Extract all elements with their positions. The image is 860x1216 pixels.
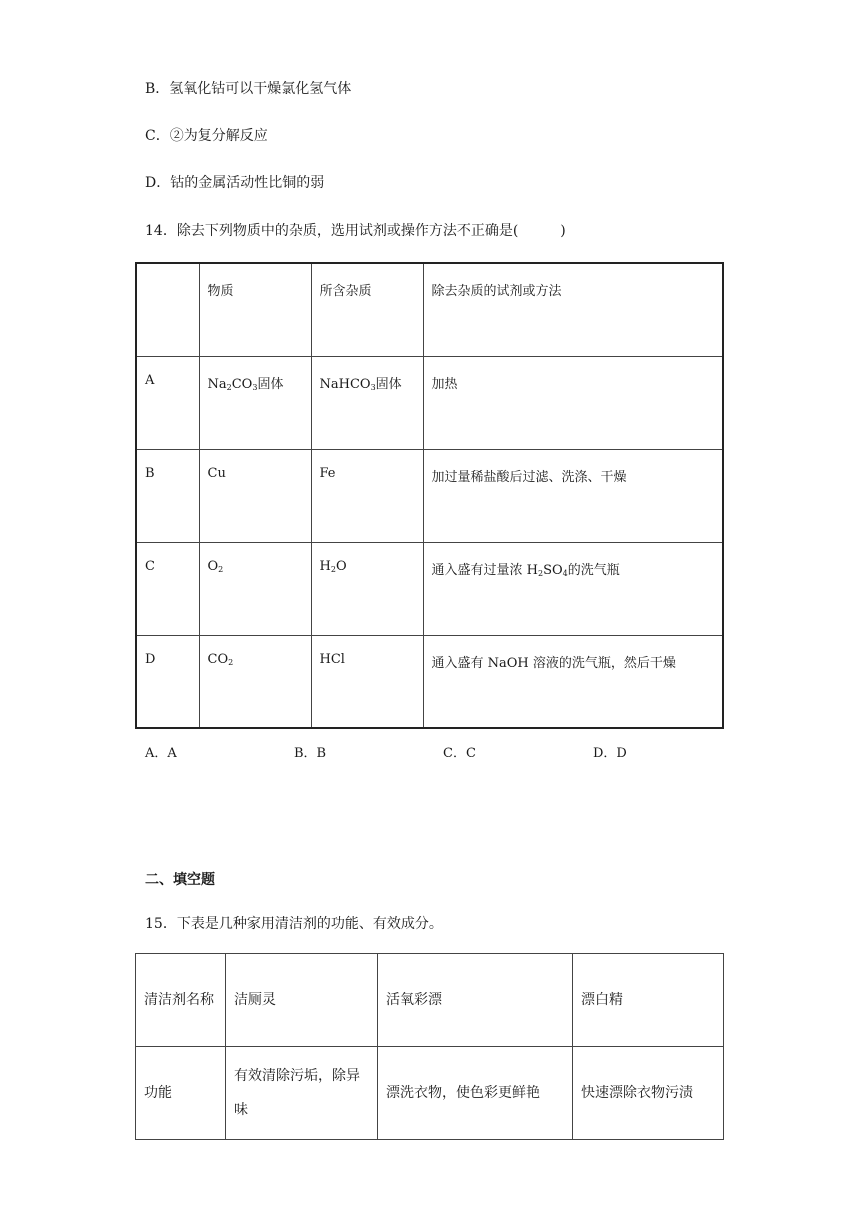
impurity-removal-table — [135, 262, 724, 729]
table-row — [136, 542, 723, 635]
method-cell: 加过量稀盐酸后过滤、洗涤、干燥 — [423, 449, 723, 542]
table-cell: 功能 — [136, 1047, 226, 1140]
impurity-cell: Fe — [311, 449, 423, 542]
table-cell: 漂白精 — [573, 954, 724, 1047]
table-row — [136, 449, 723, 542]
header-cell — [136, 263, 199, 356]
table-cell: 活氧彩漂 — [378, 954, 573, 1047]
row-label: D — [136, 635, 199, 728]
method-cell: 通入盛有过量浓 $H_2SO_4$的洗气瓶 — [423, 542, 723, 635]
table-row — [136, 356, 723, 449]
substance-cell: $Na_2CO_3$固体 — [199, 356, 311, 449]
substance-cell: $CO_2$ — [199, 635, 311, 728]
impurity-cell: $H_2O$ — [311, 542, 423, 635]
header-cell: 除去杂质的试剂或方法 — [423, 263, 723, 356]
row-label: C — [136, 542, 199, 635]
option-d-line: D．钴的金属活动性比铜的弱 — [145, 175, 325, 191]
impurity-cell: HCl — [311, 635, 423, 728]
method-cell: 加热 — [423, 356, 723, 449]
method-cell: 通入盛有 NaOH 溶液的洗气瓶，然后干燥 — [423, 635, 723, 728]
answer-option-d: D．D — [593, 746, 627, 761]
table-cell: 有效清除污垢，除异味 — [226, 1047, 378, 1140]
answer-option-c: C．C — [443, 746, 476, 761]
answer-option-b: B．B — [294, 746, 327, 761]
table-row — [136, 635, 723, 728]
header-cell: 物质 — [199, 263, 311, 356]
cleaner-table — [135, 953, 724, 1140]
impurity-cell: NaHCO$_3$固体 — [311, 356, 423, 449]
question-15-text: 15．下表是几种家用清洁剂的功能、有效成分。 — [145, 916, 443, 932]
option-b-line: B．氢氧化钴可以干燥氯化氢气体 — [145, 81, 352, 97]
table-cell: 清洁剂名称 — [136, 954, 226, 1047]
table-cell: 快速漂除衣物污渍 — [573, 1047, 724, 1140]
substance-cell: Cu — [199, 449, 311, 542]
section-title: 二、填空题 — [145, 872, 215, 888]
substance-cell: $O_2$ — [199, 542, 311, 635]
option-c-line: C．②为复分解反应 — [145, 128, 268, 144]
row-label: A — [136, 356, 199, 449]
table-row — [136, 954, 724, 1047]
table-header-row — [136, 263, 723, 356]
table-cell: 洁厕灵 — [226, 954, 378, 1047]
header-cell: 所含杂质 — [311, 263, 423, 356]
table-cell: 漂洗衣物，使色彩更鲜艳 — [378, 1047, 573, 1140]
question-14-text: 14．除去下列物质中的杂质，选用试剂或操作方法不正确是( ) — [145, 223, 566, 239]
table-row — [136, 1047, 724, 1140]
row-label: B — [136, 449, 199, 542]
answer-option-a: A．A — [145, 746, 177, 761]
